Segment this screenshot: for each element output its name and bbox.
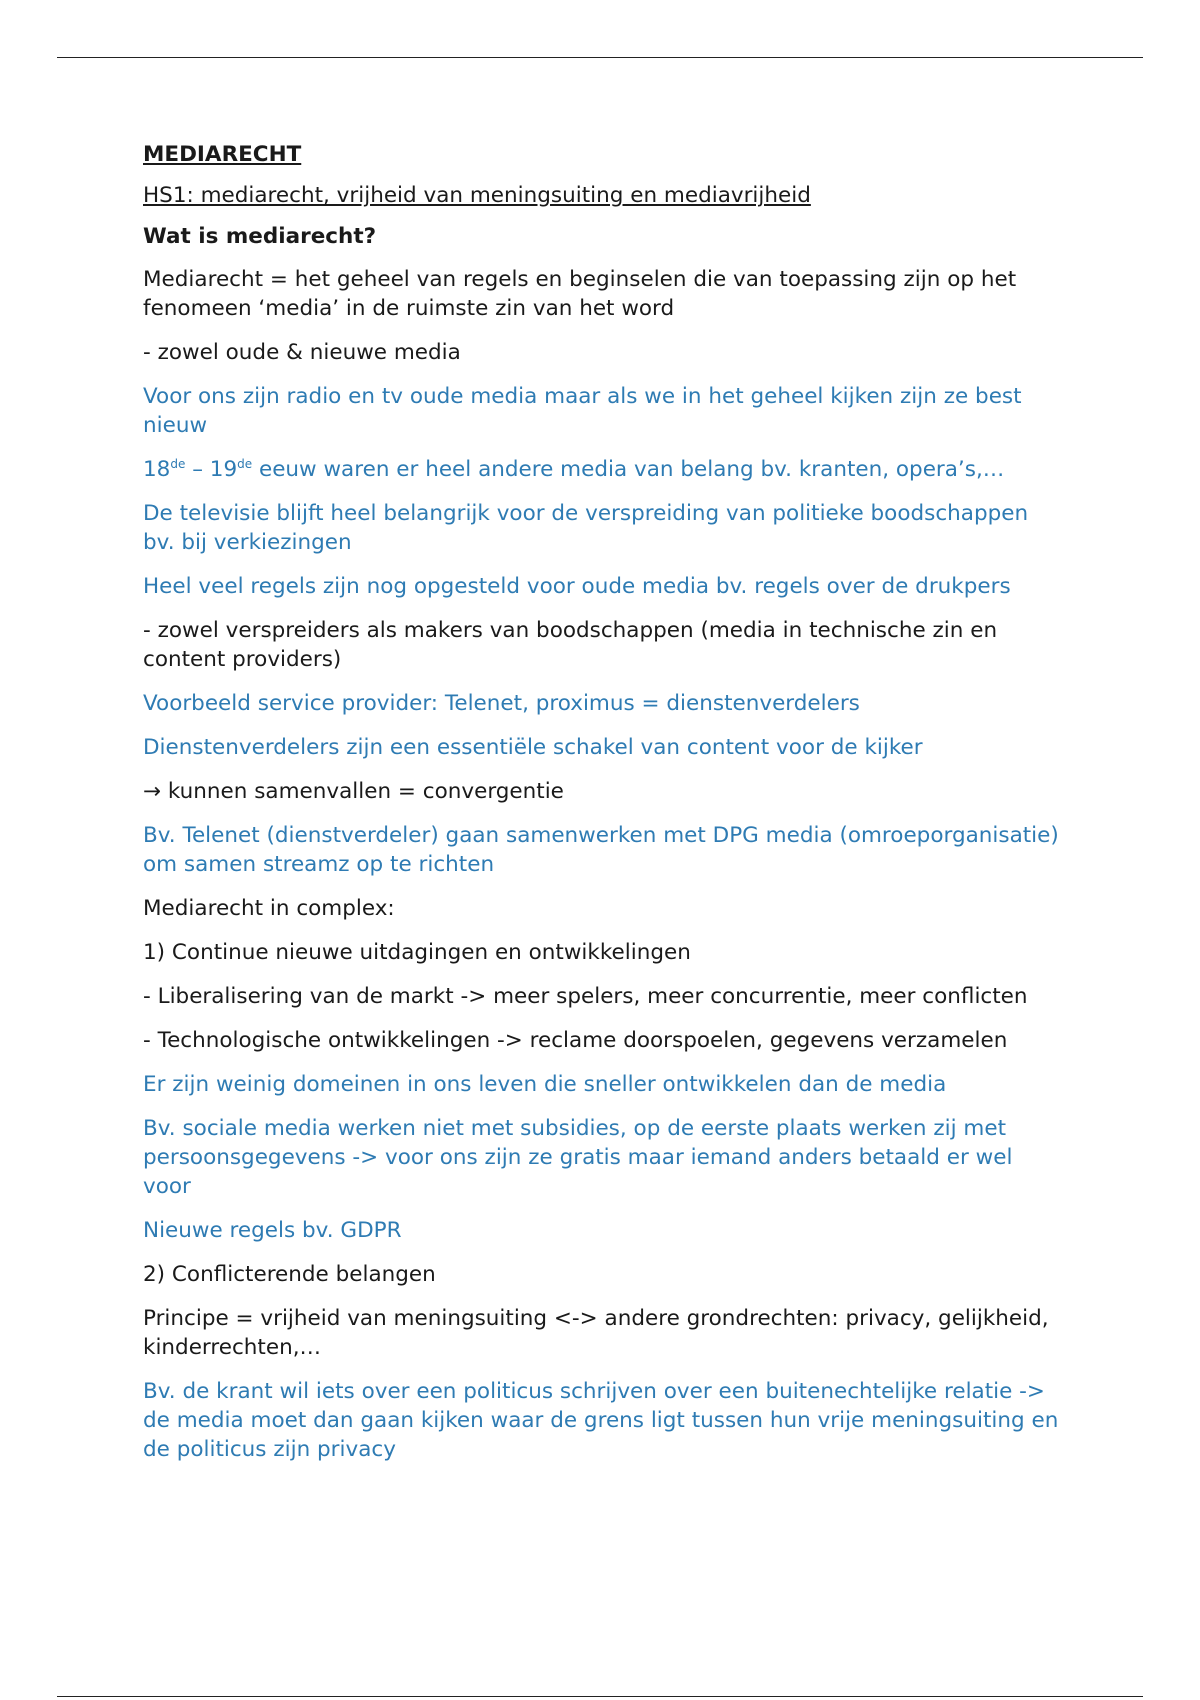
bullet-liberalisation: - Liberalisering van de markt -> meer spelers, meer concurrentie, meer conflicten bbox=[143, 984, 1028, 1009]
note-domains: Er zijn weinig domeinen in ons leven die sneller ontwikkelen dan de media bbox=[143, 1072, 947, 1097]
definition-paragraph: Mediarecht = het geheel van regels en beginselen die van toepassing zijn op het fenomeen ‘media’ in de ruimste zin van het word bbox=[143, 267, 1017, 321]
note-social-media: Bv. sociale media werken niet met subsidies, op de eerste plaats werken zij met persoonsgegevens -> voor ons zijn ze gratis maar iemand anders betaald er wel voor bbox=[143, 1116, 1013, 1199]
list-item-2: 2) Conflicterende belangen bbox=[143, 1262, 436, 1287]
list-item-1: 1) Continue nieuwe uitdagingen en ontwikkelingen bbox=[143, 940, 691, 965]
footer-rule bbox=[57, 1696, 1143, 1697]
century-note-text: eeuw waren er heel andere media van belang bv. kranten, opera’s,… bbox=[252, 457, 1005, 482]
century-19-suffix: de bbox=[237, 456, 253, 471]
complex-heading: Mediarecht in complex: bbox=[143, 896, 395, 921]
convergence-text: kunnen samenvallen = convergentie bbox=[161, 779, 564, 804]
century-18: 18 bbox=[143, 457, 171, 482]
century-18-suffix: de bbox=[170, 456, 186, 471]
bullet-distributors-makers: - zowel verspreiders als makers van boodschappen (media in technische zin en content providers) bbox=[143, 618, 998, 672]
question-heading: Wat is mediarecht? bbox=[143, 224, 377, 249]
note-politician: Bv. de krant wil iets over een politicus schrijven over een buitenechtelijke relatie -> de media moet dan gaan kijken waar de grens ligt tussen hun vrije meningsuiting en de politicus zijn privacy bbox=[143, 1379, 1059, 1462]
note-television: De televisie blijft heel belangrijk voor de verspreiding van politieke boodschappen bv. bij verkiezingen bbox=[143, 501, 1029, 555]
chapter-heading: HS1: mediarecht, vrijheid van meningsuiting en mediavrijheid bbox=[143, 183, 811, 208]
note-centuries bbox=[143, 455, 1063, 484]
document-body bbox=[143, 140, 1063, 1479]
bullet-old-new-media: - zowel oude & nieuwe media bbox=[143, 340, 461, 365]
bullet-technology: - Technologische ontwikkelingen -> reclame doorspoelen, gegevens verzamelen bbox=[143, 1028, 1008, 1053]
note-streamz: Bv. Telenet (dienstverdeler) gaan samenwerken met DPG media (omroeporganisatie) om samen streamz op te richten bbox=[143, 823, 1059, 877]
convergence-line bbox=[143, 777, 1063, 806]
note-radio-tv: Voor ons zijn radio en tv oude media maar als we in het geheel kijken zijn ze best nieuw bbox=[143, 384, 1022, 438]
century-19: – 19 bbox=[185, 457, 238, 482]
note-service-provider: Voorbeeld service provider: Telenet, proximus = dienstenverdelers bbox=[143, 691, 860, 716]
header-rule bbox=[57, 57, 1143, 58]
note-essential-link: Dienstenverdelers zijn een essentiële schakel van content voor de kijker bbox=[143, 735, 923, 760]
note-gdpr: Nieuwe regels bv. GDPR bbox=[143, 1218, 402, 1243]
document-title: MEDIARECHT bbox=[143, 142, 302, 167]
note-rules-old-media: Heel veel regels zijn nog opgesteld voor oude media bv. regels over de drukpers bbox=[143, 574, 1011, 599]
arrow-right-icon: → bbox=[143, 779, 162, 804]
principle-paragraph: Principe = vrijheid van meningsuiting <-> andere grondrechten: privacy, gelijkheid, kinderrechten,… bbox=[143, 1306, 1049, 1360]
